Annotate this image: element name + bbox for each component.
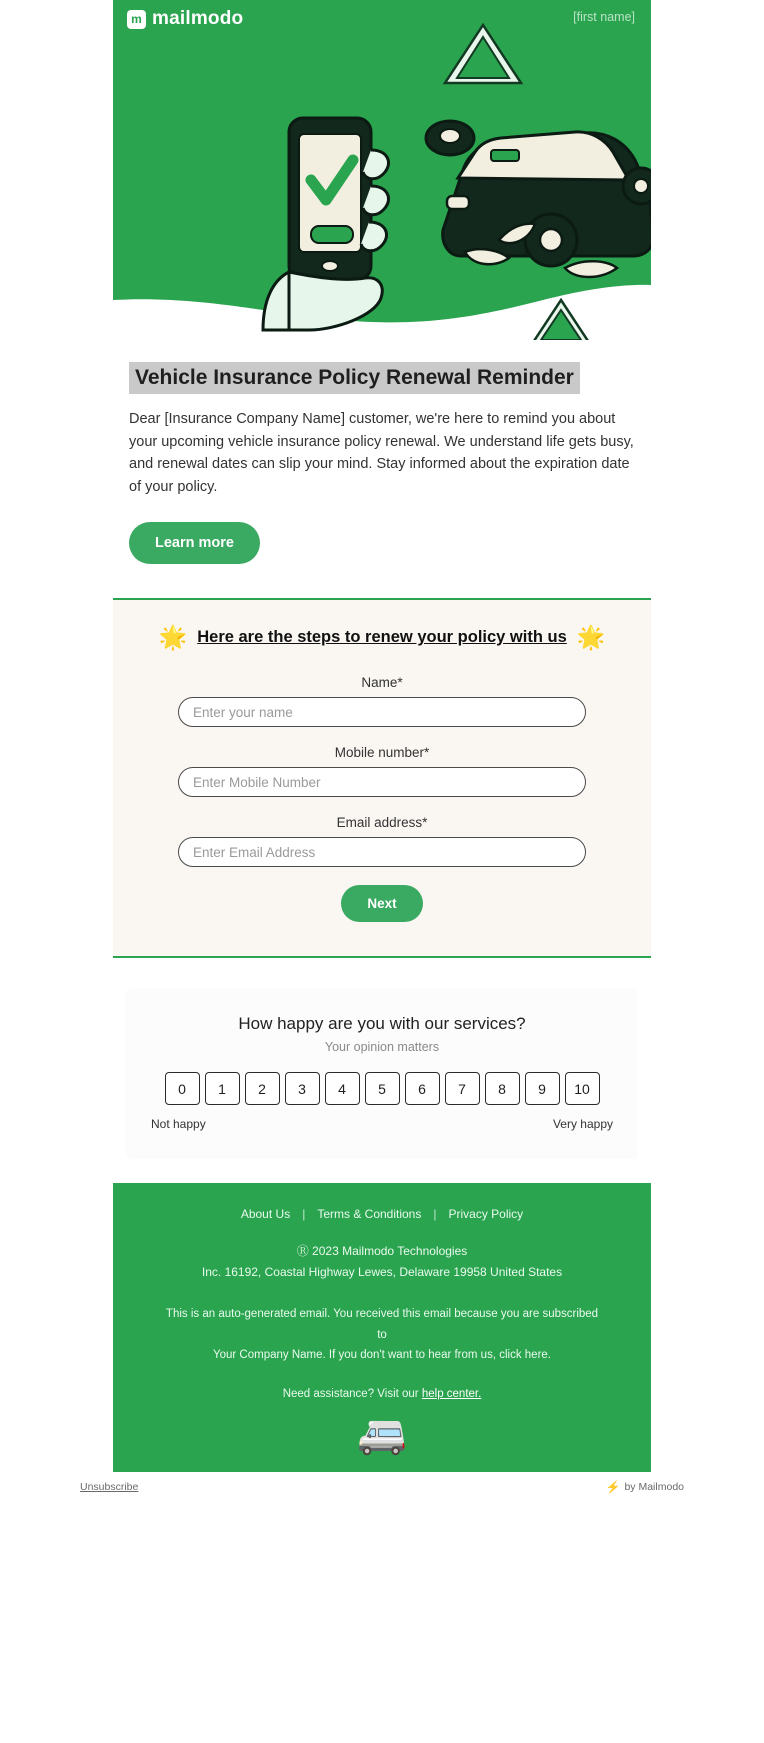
mobile-label: Mobile number*	[334, 745, 430, 761]
form-title-row	[113, 626, 651, 649]
name-input[interactable]	[178, 697, 586, 727]
mobile-input[interactable]	[178, 767, 586, 797]
field-group-email	[113, 815, 651, 867]
renewal-form-card	[113, 598, 651, 958]
nps-legend	[151, 1117, 613, 1131]
footer-separator: |	[433, 1207, 437, 1222]
hero-banner	[113, 0, 651, 340]
nps-option[interactable]: 0	[165, 1072, 200, 1105]
footer-links	[113, 1207, 651, 1221]
nps-option[interactable]: 1	[205, 1072, 240, 1105]
nps-option[interactable]: 9	[525, 1072, 560, 1105]
footer-link-terms[interactable]: Terms & Conditions	[317, 1207, 422, 1222]
nps-card	[126, 988, 638, 1159]
powered-by-label: by Mailmodo	[624, 1480, 684, 1493]
footer-link-privacy[interactable]: Privacy Policy	[448, 1207, 524, 1222]
nps-scale	[126, 1072, 638, 1105]
nps-option[interactable]: 3	[285, 1072, 320, 1105]
nps-option[interactable]: 6	[405, 1072, 440, 1105]
nps-option[interactable]: 8	[485, 1072, 520, 1105]
footer-disclaimer-line-1: This is an auto-generated email. You received this email because you are subscribed to	[165, 1307, 599, 1341]
email-label: Email address*	[336, 815, 428, 831]
email-footer	[113, 1183, 651, 1472]
lightning-bolt-icon: ⚡	[605, 1479, 621, 1494]
footer-link-about-us[interactable]: About Us	[240, 1207, 291, 1222]
mailmodo-logo-icon: m	[127, 10, 146, 29]
brand-logo[interactable]	[127, 8, 243, 30]
footer-separator: |	[302, 1207, 306, 1222]
nps-option[interactable]: 2	[245, 1072, 280, 1105]
car-accident-phone-illustration	[113, 0, 651, 340]
page-title: Vehicle Insurance Policy Renewal Reminder	[129, 362, 580, 394]
nps-question: How happy are you with our services?	[238, 1014, 526, 1034]
cta-container	[129, 522, 651, 564]
nps-high-label: Very happy	[552, 1117, 613, 1132]
sparkle-star-icon-left: 🌟	[158, 624, 188, 651]
nps-low-label: Not happy	[151, 1117, 206, 1132]
footer-help	[113, 1388, 651, 1400]
personalization-token: [first name]	[573, 10, 635, 24]
nps-option[interactable]: 10	[565, 1072, 600, 1105]
nps-option[interactable]: 4	[325, 1072, 360, 1105]
submit-container	[113, 885, 651, 922]
field-group-mobile	[113, 745, 651, 797]
sparkle-star-icon-right: 🌟	[576, 624, 606, 651]
field-group-name	[113, 675, 651, 727]
form-title: Here are the steps to renew your policy with us	[197, 628, 567, 647]
help-center-link[interactable]: help center.	[421, 1387, 482, 1400]
name-label: Name*	[361, 675, 403, 691]
van-bus-icon: 🚐	[357, 1411, 407, 1456]
intro-paragraph: Dear [Insurance Company Name] customer, we're here to remind you about your upcoming vehicle insurance policy renewal. We understand life gets busy, and renewal dates can slip your mind. Stay informed about the expiration date of your policy.	[129, 411, 634, 495]
powered-by	[606, 1480, 684, 1494]
logo-text: mailmodo	[152, 8, 244, 29]
footer-disclaimer	[113, 1304, 651, 1366]
nps-subtitle: Your opinion matters	[324, 1040, 440, 1055]
learn-more-button[interactable]: Learn more	[129, 522, 260, 564]
footer-help-text: Need assistance? Visit our	[282, 1387, 419, 1400]
main-content	[113, 340, 651, 564]
unsubscribe-link[interactable]: Unsubscribe	[80, 1480, 139, 1493]
nps-option[interactable]: 5	[365, 1072, 400, 1105]
bottom-bar	[0, 1472, 764, 1504]
next-button[interactable]: Next	[341, 885, 422, 922]
email-input[interactable]	[178, 837, 586, 867]
nps-section	[113, 958, 651, 1183]
footer-copyright: Ⓡ 2023 Mailmodo Technologies	[296, 1244, 468, 1259]
footer-address: Inc. 16192, Coastal Highway Lewes, Delaware 19958 United States	[201, 1264, 563, 1279]
nps-option[interactable]: 7	[445, 1072, 480, 1105]
footer-disclaimer-line-2: Your Company Name. If you don't want to hear from us, click here.	[213, 1349, 551, 1362]
